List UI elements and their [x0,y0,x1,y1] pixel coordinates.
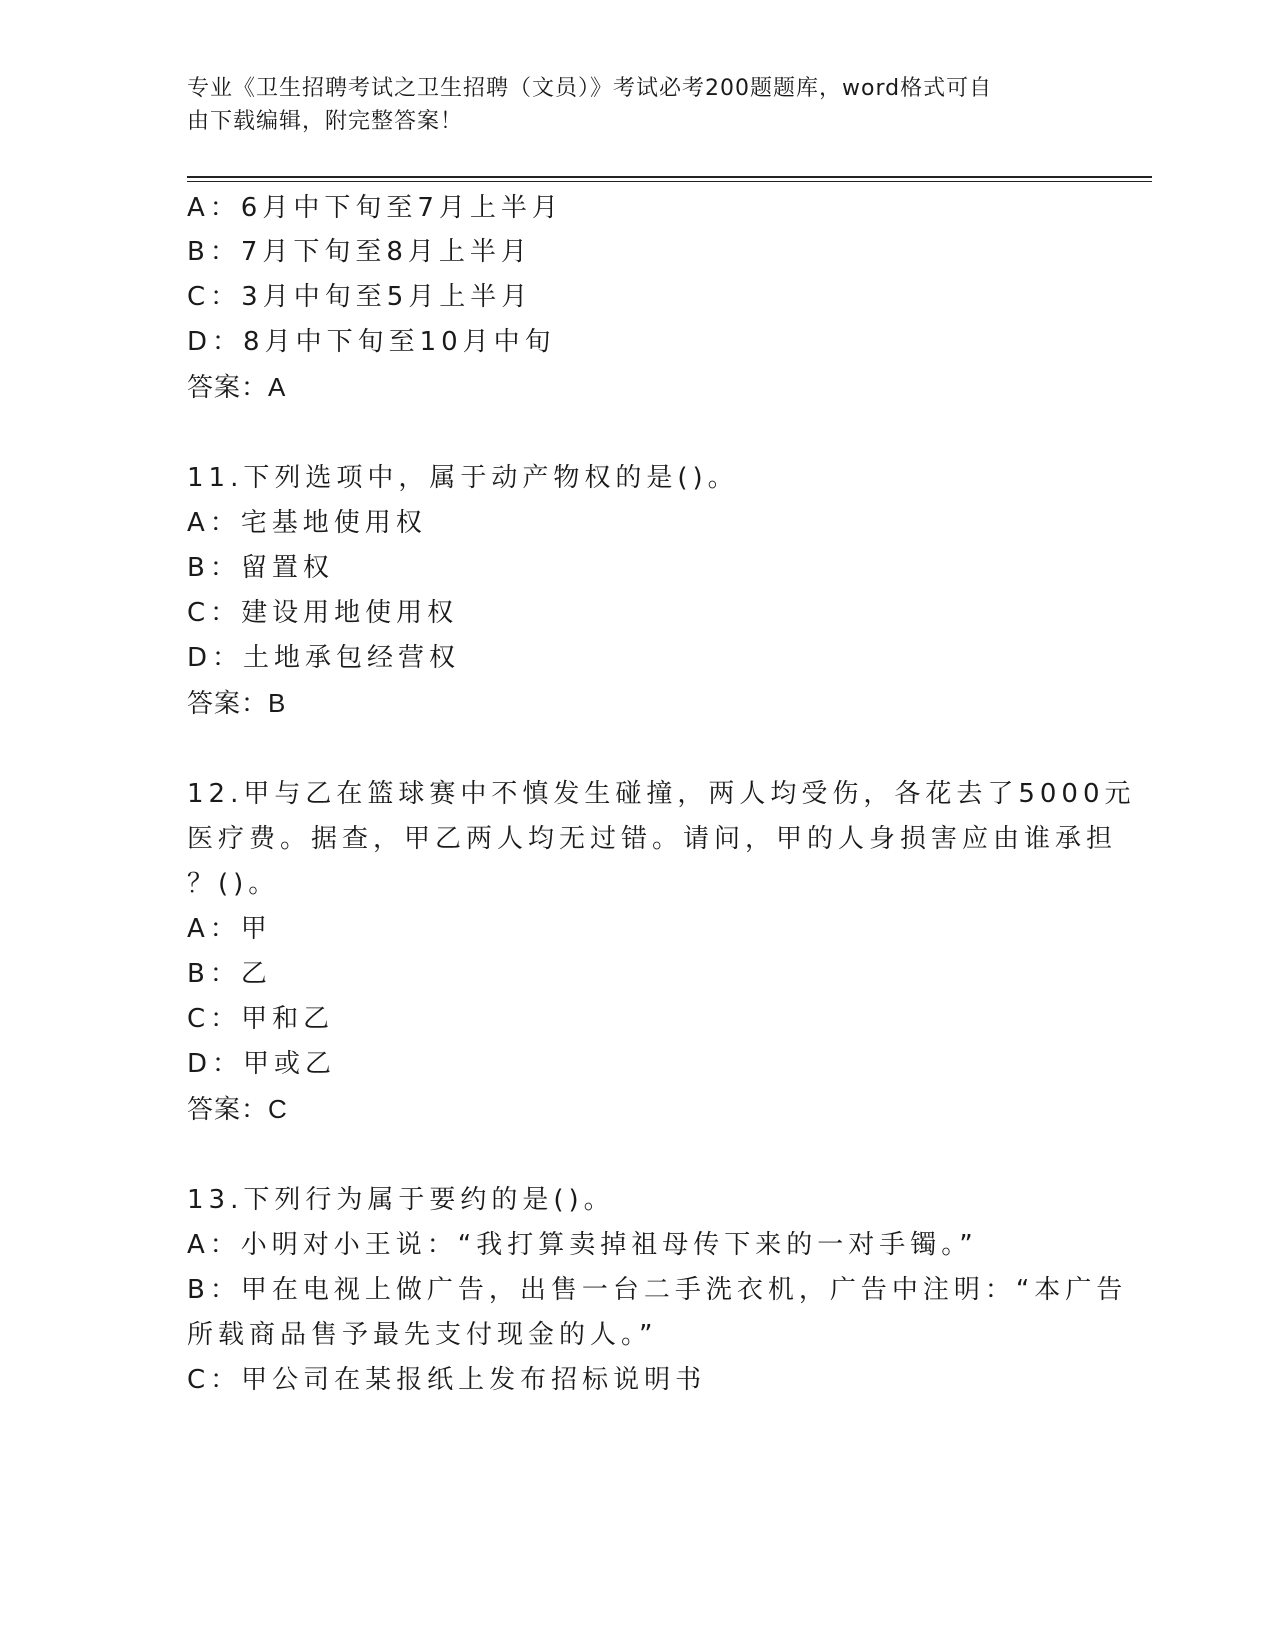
q12-answer: 答案：C [187,1094,288,1124]
q10-option-d: D：8月中下旬至10月中旬 [187,327,556,357]
q11-option-a: A：宅基地使用权 [187,508,427,538]
q13-option-b-line-2: 所载商品售予最先支付现金的人。” [187,1320,658,1350]
q10-option-b: B：7月下旬至8月上半月 [187,237,532,267]
q10-option-c: C：3月中旬至5月上半月 [187,282,533,312]
q12-stem-line-3: ？()。 [187,869,280,899]
header-divider-thick [187,176,1152,178]
q12-stem-line-1: 12.甲与乙在篮球赛中不慎发生碰撞，两人均受伤，各花去了5000元 [187,779,1136,809]
q13-stem: 13.下列行为属于要约的是()。 [187,1185,615,1215]
q10-option-a: A：6月中下旬至7月上半月 [187,193,563,223]
q13-option-a: A：小明对小王说：“我打算卖掉祖母传下来的一对手镯。” [187,1230,978,1260]
q12-option-b: B：乙 [187,959,272,989]
document-header [187,72,1067,138]
q11-option-b: B：留置权 [187,553,334,583]
header-line-2: 由下载编辑，附完整答案！ [187,109,464,134]
header-divider-thin [187,181,1152,182]
q12-option-d: D：甲或乙 [187,1049,337,1079]
q13-option-b-line-1: B：甲在电视上做广告，出售一台二手洗衣机，广告中注明：“本广告 [187,1275,1128,1305]
q10-answer: 答案：A [187,372,287,402]
q12-stem-line-2: 医疗费。据查，甲乙两人均无过错。请问，甲的人身损害应由谁承担 [187,824,1118,854]
header-line-1: 专业《卫生招聘考试之卫生招聘（文员）》考试必考200题题库，word格式可自 [187,76,993,101]
q11-option-d: D：土地承包经营权 [187,643,461,673]
q12-option-a: A：甲 [187,914,272,944]
q11-stem: 11.下列选项中，属于动产物权的是()。 [187,463,739,493]
q13-option-c: C：甲公司在某报纸上发布招标说明书 [187,1365,707,1395]
q11-option-c: C：建设用地使用权 [187,598,459,628]
q12-option-c: C：甲和乙 [187,1004,335,1034]
q11-answer: 答案：B [187,688,287,718]
